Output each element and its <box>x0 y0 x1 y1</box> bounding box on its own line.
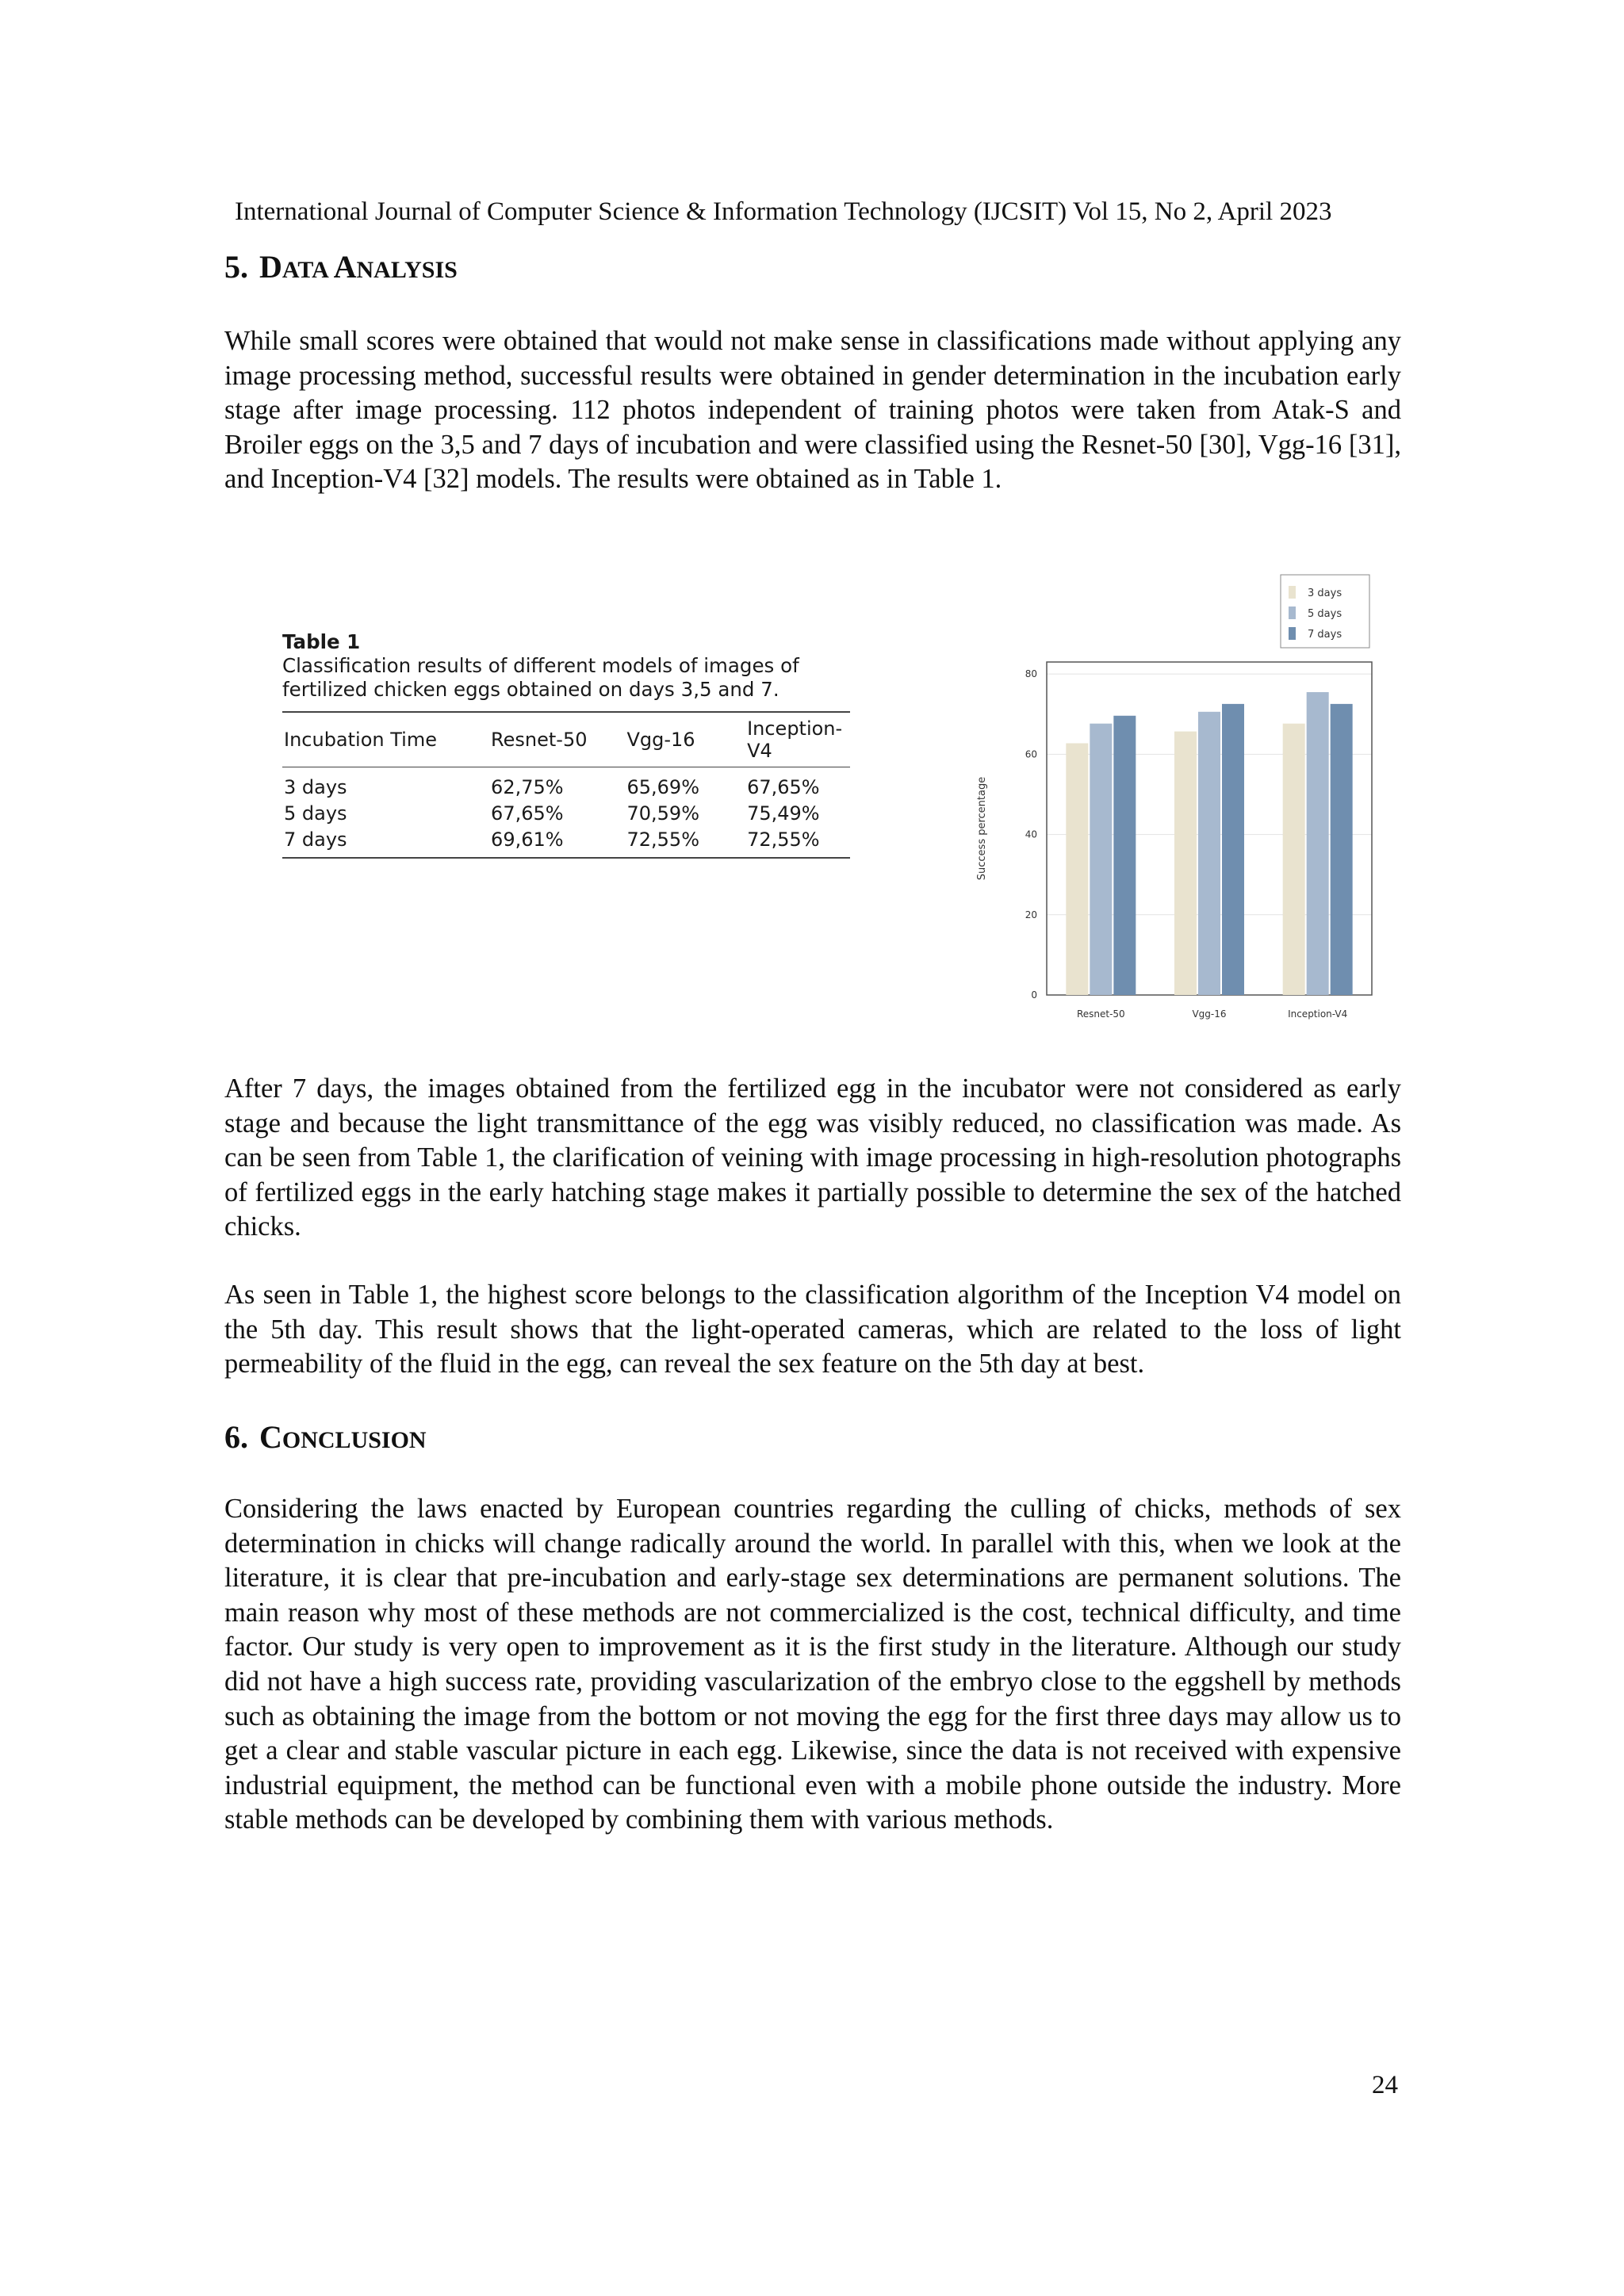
section-6-heading <box>224 1418 427 1460</box>
table-label: Table 1 <box>282 630 361 653</box>
bar <box>1331 704 1353 995</box>
table-cell: 69,61% <box>489 827 625 858</box>
paragraph <box>224 1492 1401 1838</box>
chart-bars <box>1066 692 1352 995</box>
table-cell: 72,55% <box>745 827 850 858</box>
heading-rest: ATA <box>282 257 334 283</box>
x-tick-labels <box>1077 1008 1347 1020</box>
bar <box>1066 743 1088 995</box>
legend-swatch <box>1289 607 1296 619</box>
bar-chart <box>967 567 1380 1047</box>
table-cell: 62,75% <box>491 776 564 798</box>
paragraph <box>224 1278 1401 1382</box>
legend-label: 7 days <box>1308 629 1342 641</box>
legend-swatch <box>1289 627 1296 640</box>
page-number: 24 <box>1372 2071 1398 2099</box>
chart-legend <box>1281 575 1369 648</box>
paragraph-text: Considering the laws enacted by European countries regarding the culling of chicks, methods of sex determination in chicks will change radically around the world. In parallel with this, when we look at the literature, it is clear that pre-incubation and early-stage sex determinations are permanent solutions. The main reason why most of these methods are not commercialized is the cost, technical difficulty, and time factor. Our study is very open to improvement as it is the first study in the literature. Although our study did not have a high success rate, providing vascularization of the embryo close to the eggshell by methods such as obtaining the image from the bottom or not moving the egg for the first three days may allow us to get a clear and stable vascular picture in each egg. Likewise, since the data is not received with expensive industrial equipment, the method can be functional even with a mobile phone outside the industry. More stable methods can be developed by combining them with various methods. <box>224 1494 1401 1835</box>
heading-rest: ONCLUSION <box>282 1427 427 1453</box>
table-cell: 75,49% <box>747 802 820 825</box>
heading-cap: C <box>259 1419 282 1455</box>
legend-swatch <box>1289 586 1296 599</box>
table-row <box>282 827 850 858</box>
column-header: Incubation Time <box>282 712 489 767</box>
table-1 <box>282 630 853 859</box>
bar <box>1283 724 1305 995</box>
x-tick-label: Inception-V4 <box>1288 1008 1348 1020</box>
y-tick-labels <box>1025 668 1037 1001</box>
column-header: Inception-V4 <box>745 712 850 767</box>
bar-chart-svg <box>967 567 1380 1043</box>
heading-cap: D <box>259 249 282 285</box>
y-axis-label: Success percentage <box>976 776 988 881</box>
bar <box>1198 712 1220 995</box>
table-cell: 67,65% <box>747 776 820 798</box>
section-5-heading <box>224 247 458 290</box>
section-number: 5. <box>224 249 248 285</box>
bar <box>1113 716 1136 995</box>
table-caption-text: Classification results of different models of images of fertilized chicken eggs obtained on days 3,5 and 7. <box>282 654 799 701</box>
bar <box>1090 724 1112 995</box>
table-header-row <box>282 712 850 767</box>
table-cell: 5 days <box>284 802 347 825</box>
table-row <box>282 767 850 802</box>
bar <box>1174 732 1197 995</box>
bar <box>1307 692 1329 995</box>
table-cell: 67,65% <box>491 802 564 825</box>
y-tick-label: 20 <box>1025 909 1037 920</box>
results-table <box>282 711 850 859</box>
y-tick-label: 40 <box>1025 828 1037 840</box>
table-row <box>282 801 850 827</box>
column-header: Resnet-50 <box>489 712 625 767</box>
column-header: Vgg-16 <box>625 712 745 767</box>
paragraph <box>224 324 1401 497</box>
paragraph-text: While small scores were obtained that would not make sense in classifications made without applying any image processing method, successful results were obtained in gender determination in the incubation early stage after image processing. 112 photos independent of training photos were taken from Atak-S and Broiler eggs on the 3,5 and 7 days of incubation and were classified using the Resnet-50 [30], Vgg-16 [31], and Inception-V4 [32] models. The results were obtained as in Table 1. <box>224 326 1401 495</box>
table-cell: 70,59% <box>626 802 699 825</box>
heading-cap: A <box>333 249 357 285</box>
bar <box>1222 704 1244 995</box>
section-number: 6. <box>224 1419 248 1455</box>
x-tick-label: Resnet-50 <box>1076 1008 1125 1020</box>
paragraph-text: After 7 days, the images obtained from the fertilized egg in the incubator were not considered as early stage and because the light transmittance of the egg was visibly reduced, no classification was made. As can be seen from Table 1, the clarification of veining with image processing in high-resolution photographs of fertilized eggs in the early hatching stage makes it partially possible to determine the sex of the hatched chicks. <box>224 1073 1401 1242</box>
heading-rest: NALYSIS <box>356 257 458 283</box>
y-tick-label: 80 <box>1025 668 1037 680</box>
table-caption <box>282 630 853 702</box>
y-tick-label: 60 <box>1025 748 1037 760</box>
legend-label: 3 days <box>1308 587 1342 599</box>
legend-label: 5 days <box>1308 608 1342 620</box>
table-cell: 65,69% <box>626 776 699 798</box>
journal-header: International Journal of Computer Science & Information Technology (IJCSIT) Vol 15, No 2, April 2023 <box>235 197 1332 226</box>
table-cell: 72,55% <box>625 827 745 858</box>
y-tick-label: 0 <box>1031 989 1037 1001</box>
paragraph-text: As seen in Table 1, the highest score belongs to the classification algorithm of the Inception V4 model on the 5th day. This result shows that the light-operated cameras, which are related to the loss of light permeability of the fluid in the egg, can reveal the sex feature on the 5th day at best. <box>224 1280 1401 1380</box>
paragraph <box>224 1072 1401 1245</box>
table-cell: 3 days <box>284 776 347 798</box>
x-tick-label: Vgg-16 <box>1192 1008 1227 1020</box>
table-cell: 7 days <box>282 827 489 858</box>
